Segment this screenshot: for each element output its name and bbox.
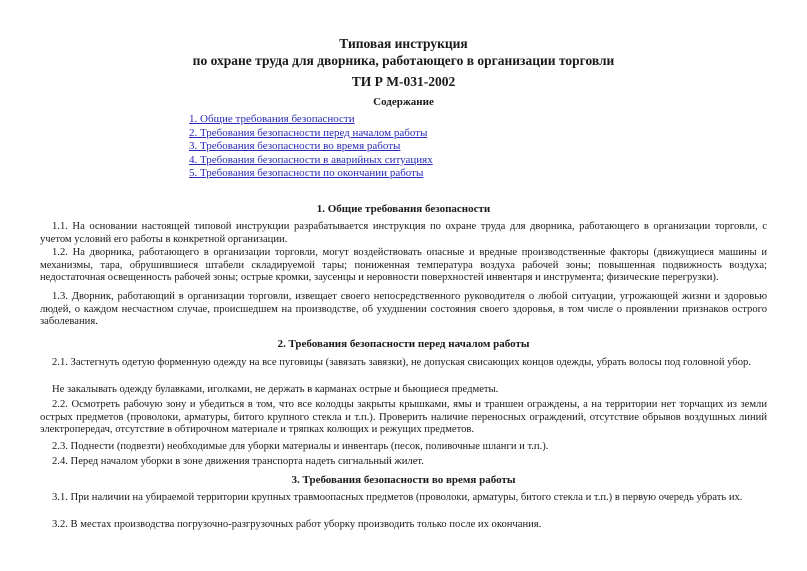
paragraph-1-2: 1.2. На дворника, работающего в организации торговли, могут воздействовать опасные и вредные производственные факторы (движущиеся машины и механизмы, тара, обрушившиеся штабели складируемой тары; пониженная температура воздуха рабочей зоны; повышенная подвижность воздуха; недостаточная освещенность рабочей зоны; острые кромки, заусенцы и неровности поверхностей инвентаря и инструмента; физические перегрузки).: [40, 247, 767, 284]
paragraph-2-4: 2.4. Перед началом уборки в зоне движения транспорта надеть сигнальный жилет.: [52, 456, 424, 467]
toc-heading: Содержание: [373, 96, 434, 108]
paragraph-2-2: 2.2. Осмотреть рабочую зону и убедиться в том, что все колодцы закрыты крышками, ямы и траншеи ограждены, а на территории нет торчащих из земли острых предметов (проволоки, арматуры, битого крупного стекла и т.п.). Проверить наличие переносных ограждений, отсутствие обрывов воздушных линий электропередач, отсутствие в обтирочном материале и тряпках колющих и режущих предметов.: [40, 399, 767, 436]
toc-link-4[interactable]: 4. Требования безопасности в аварийных ситуациях: [189, 153, 433, 166]
section-heading-2: 2. Требования безопасности перед началом работы: [277, 338, 530, 350]
section-heading-1: 1. Общие требования безопасности: [316, 203, 491, 215]
paragraph-3-1: 3.1. При наличии на убираемой территории крупных травмоопасных предметов (проволоки, арматуры, битого стекла и т.п.) в первую очередь убрать их.: [52, 492, 743, 503]
toc-link-1[interactable]: 1. Общие требования безопасности: [189, 113, 355, 125]
doc-code: ТИ Р М-031-2002: [351, 74, 456, 89]
paragraph-2-3: 2.3. Поднести (подвезти) необходимые для уборки материалы и инвентарь (песок, поливочные шланги и т.п.).: [52, 441, 549, 452]
section-heading-3: 3. Требования безопасности во время работы: [291, 474, 516, 486]
paragraph-1-1: 1.1. На основании настоящей типовой инструкции разрабатывается инструкция по охране труда для дворника, работающего в организации торговли, с учетом условий его работы в конкретной организации.: [40, 221, 767, 245]
doc-subtitle: по охране труда для дворника, работающего в организации торговли: [192, 53, 615, 68]
paragraph-3-2: 3.2. В местах производства погрузочно-разгрузочных работ уборку производить только после их окончания.: [52, 519, 542, 530]
toc-link-5[interactable]: 5. Требования безопасности по окончании работы: [189, 167, 424, 180]
paragraph-2-1: 2.1. Застегнуть одетую форменную одежду на все пуговицы (завязать завязки), не допуская свисающих концов одежды, убрать волосы под головной убор.: [52, 357, 751, 368]
doc-title: Типовая инструкция: [339, 36, 468, 51]
paragraph-2-1b: Не закалывать одежду булавками, иголками, не держать в карманах острые и бьющиеся предметы.: [52, 384, 499, 395]
table-of-contents: [189, 113, 433, 181]
toc-link-2[interactable]: 2. Требования безопасности перед началом работы: [189, 126, 428, 139]
toc-link-3[interactable]: 3. Требования безопасности во время работы: [189, 140, 401, 153]
paragraph-1-3: 1.3. Дворник, работающий в организации торговли, извещает своего непосредственного руководителя о любой ситуации, угрожающей жизни и здоровью людей, о каждом несчастном случае, происшедшем на производстве, об ухудшении состояния своего здоровья, в том числе о проявлении признаков острого заболевания.: [40, 291, 767, 328]
